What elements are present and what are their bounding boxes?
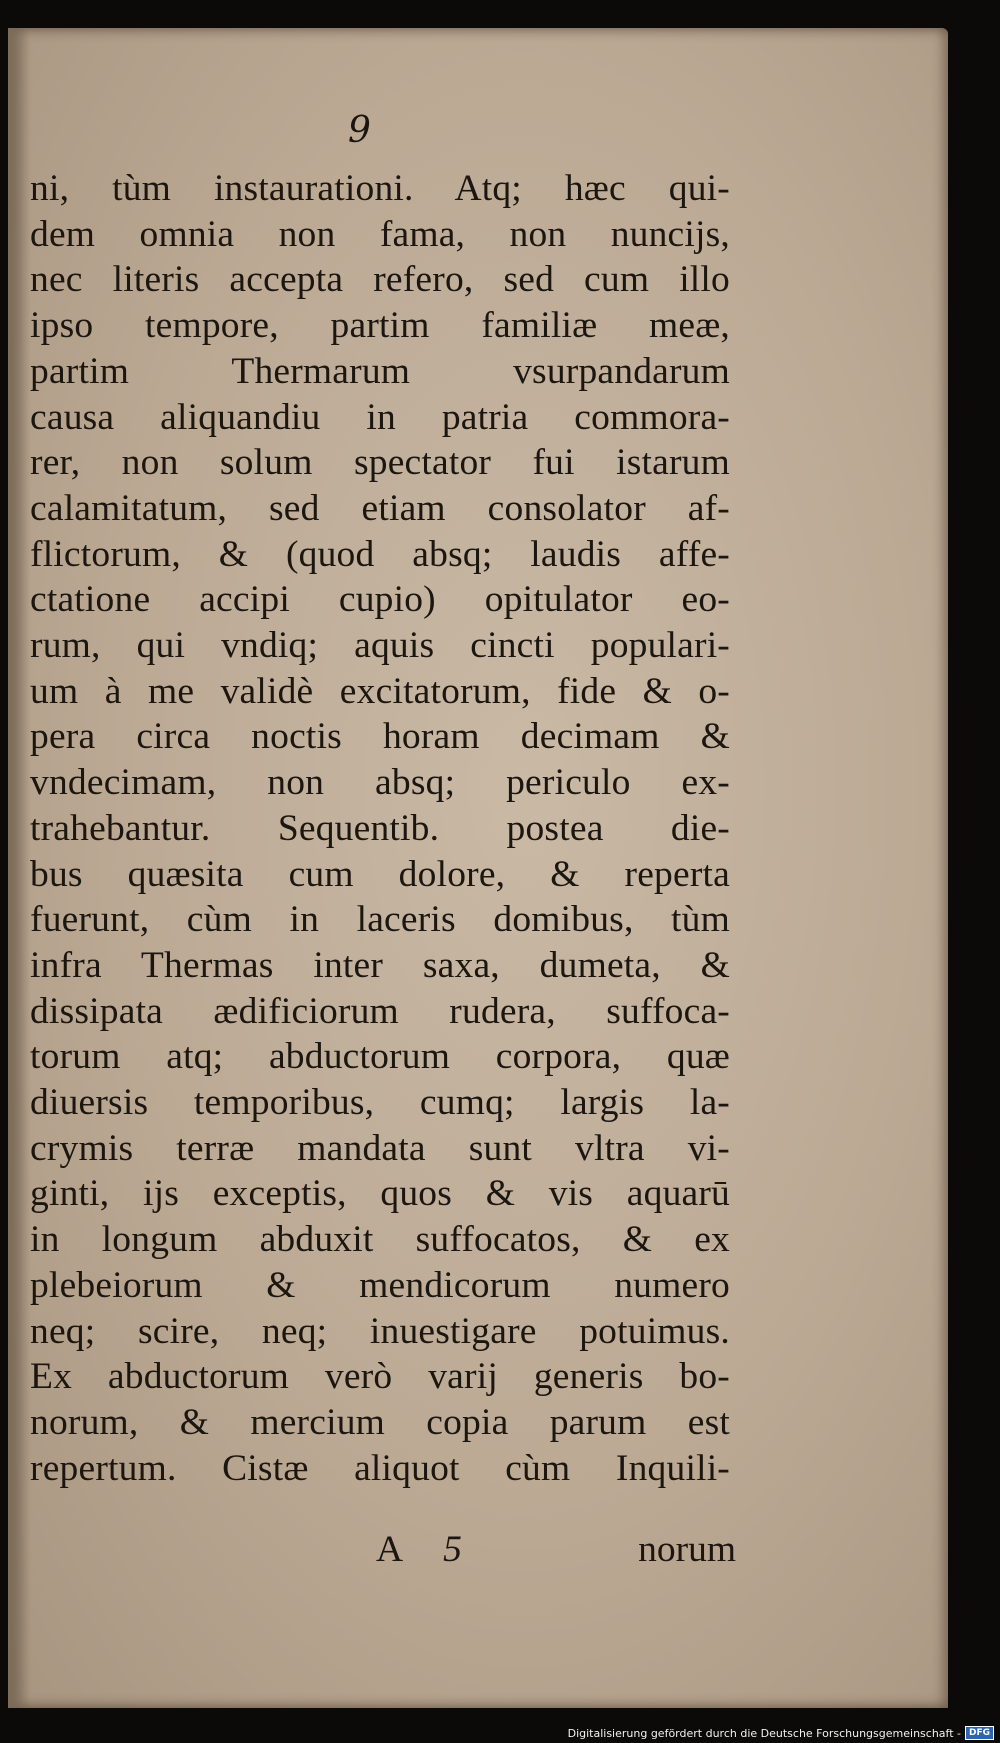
text-line: causa aliquandiu in patria commora- (30, 396, 730, 438)
text-line: rer, non solum spectator fui istarum (30, 442, 730, 484)
page-footer (376, 1528, 736, 1571)
text-line: ctatione accipi cupio) opitulator eo- (30, 579, 730, 621)
text-line: fuerunt, cùm in laceris domibus, tùm (30, 899, 730, 941)
text-line: Ex abductorum verò varij generis bo- (30, 1356, 730, 1398)
signature-number: 5 (443, 1529, 462, 1570)
text-line: crymis terræ mandata sunt vltra vi- (30, 1127, 730, 1169)
text-line: nec literis accepta refero, sed cum illo (30, 259, 730, 301)
text-line: in longum abduxit suffocatos, & ex (30, 1219, 730, 1261)
signature-mark (376, 1528, 462, 1571)
page-number: 9 (348, 110, 371, 151)
text-line: plebeiorum & mendicorum numero (30, 1264, 730, 1306)
page-gutter-shadow (8, 28, 30, 1708)
text-line: calamitatum, sed etiam consolator af- (30, 487, 730, 529)
text-line: norum, & mercium copia parum est (30, 1401, 730, 1443)
text-line: bus quæsita cum dolore, & reperta (30, 853, 730, 895)
dfg-logo: DFG (965, 1726, 994, 1740)
text-line: dissipata ædificiorum rudera, suffoca- (30, 990, 730, 1032)
text-line: ni, tùm instaurationi. Atq; hæc qui- (30, 168, 730, 209)
text-line: pera circa noctis horam decimam & (30, 716, 730, 758)
text-line: um à me validè excitatorum, fide & o- (30, 670, 730, 712)
credit-text: Digitalisierung gefördert durch die Deutsche Forschungsgemeinschaft - (567, 1726, 961, 1740)
text-line: infra Thermas inter saxa, dumeta, & (30, 944, 730, 986)
body-text (30, 166, 730, 1491)
text-line: flictorum, & (quod absq; laudis affe- (30, 533, 730, 575)
text-line: neq; scire, neq; inuestigare potuimus. (30, 1310, 730, 1352)
text-line: trahebantur. Sequentib. postea die- (30, 807, 730, 849)
text-line: torum atq; abductorum corpora, quæ (30, 1036, 730, 1078)
text-line: repertum. Cistæ aliquot cùm Inquili- (30, 1447, 730, 1489)
text-line: diuersis temporibus, cumq; largis la- (30, 1082, 730, 1124)
signature-letter: A (376, 1529, 404, 1570)
text-line: dem omnia non fama, non nuncijs, (30, 213, 730, 255)
text-line: partim Thermarum vsurpandarum (30, 350, 730, 392)
catchword: norum (638, 1529, 736, 1570)
text-line: rum, qui vndiq; aquis cincti populari- (30, 625, 730, 667)
text-line: ginti, ijs exceptis, quos & vis aquarū (30, 1173, 730, 1215)
text-line: ipso tempore, partim familiæ meæ, (30, 305, 730, 347)
book-page (8, 28, 948, 1708)
text-line: vndecimam, non absq; periculo ex- (30, 762, 730, 804)
digitization-credit (568, 1723, 1000, 1743)
